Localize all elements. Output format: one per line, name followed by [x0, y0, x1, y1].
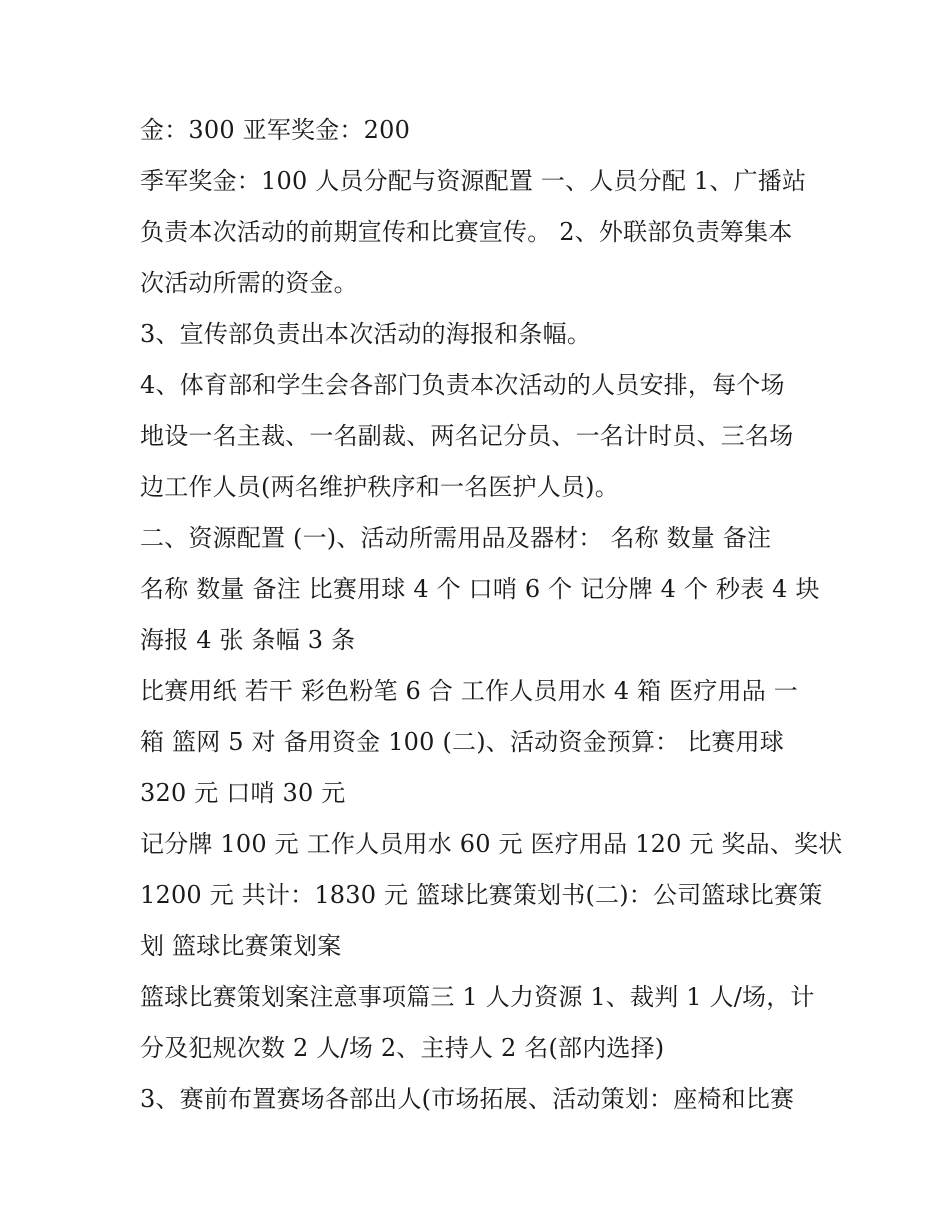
- text-line: 1200 元 共计：1830 元 篮球比赛策划书(二)：公司篮球比赛策: [140, 881, 823, 909]
- text-line: 分及犯规次数 2 人/场 2、主持人 2 名(部内选择): [140, 1034, 665, 1062]
- text-line: 负责本次活动的前期宣传和比赛宣传。 2、外联部负责筹集本: [140, 218, 793, 246]
- text-line: 海报 4 张 条幅 3 条: [140, 626, 356, 654]
- text-line: 二、资源配置 (一)、活动所需用品及器材： 名称 数量 备注: [140, 524, 772, 552]
- text-line: 边工作人员(两名维护秩序和一名医护人员)。: [140, 473, 619, 501]
- text-line: 3、宣传部负责出本次活动的海报和条幅。: [140, 320, 592, 348]
- text-line: 3、赛前布置赛场各部出人(市场拓展、活动策划：座椅和比赛: [140, 1085, 795, 1113]
- text-line: 箱 篮网 5 对 备用资金 100 (二)、活动资金预算： 比赛用球: [140, 728, 785, 756]
- body-text: [140, 107, 843, 1127]
- text-line: 划 篮球比赛策划案: [140, 932, 342, 960]
- text-line: 4、体育部和学生会各部门负责本次活动的人员安排，每个场: [140, 371, 785, 399]
- text-line: 名称 数量 备注 比赛用球 4 个 口哨 6 个 记分牌 4 个 秒表 4 块: [140, 575, 820, 603]
- text-line: 比赛用纸 若干 彩色粉笔 6 合 工作人员用水 4 箱 医疗用品 一: [140, 677, 798, 705]
- text-line: 季军奖金：100 人员分配与资源配置 一、人员分配 1、广播站: [140, 167, 807, 195]
- text-line: 记分牌 100 元 工作人员用水 60 元 医疗用品 120 元 奖品、奖状: [140, 830, 843, 858]
- text-line: 篮球比赛策划案注意事项篇三 1 人力资源 1、裁判 1 人/场，计: [140, 983, 815, 1011]
- text-line: 地设一名主裁、一名副裁、两名记分员、一名计时员、三名场: [140, 422, 794, 450]
- text-line: 次活动所需的资金。: [140, 269, 358, 297]
- text-line: 金：300 亚军奖金：200: [140, 116, 411, 144]
- text-line: 320 元 口哨 30 元: [140, 779, 346, 807]
